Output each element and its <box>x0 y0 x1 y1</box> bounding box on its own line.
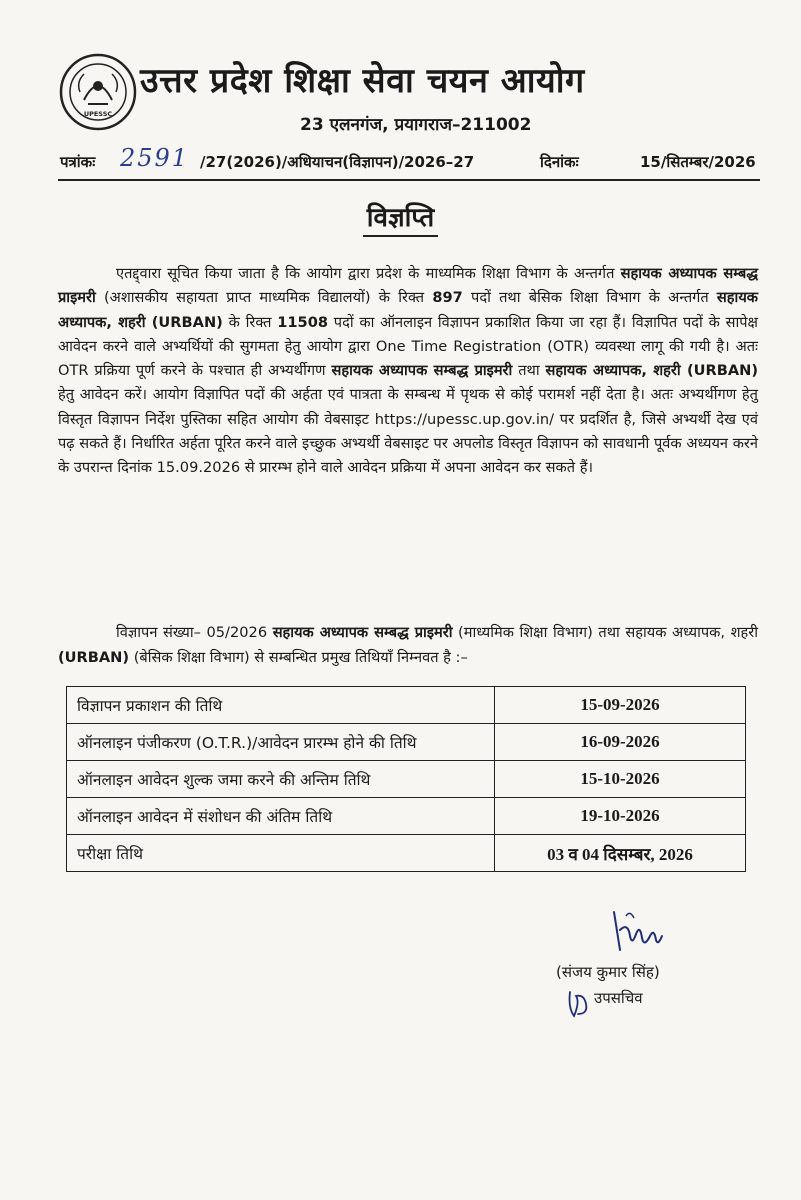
notice-paragraph-1: एतद्द्वारा सूचित किया जाता है कि आयोग द्वारा प्रदेश के माध्यमिक शिक्षा विभाग के अन्तर्गत सहायक अध्यापक सम्बद्ध प्राइमरी (अशासकीय सहायता प्राप्त माध्यमिक विद्यालयों) के रिक्त 897 पदों तथा बेसिक शिक्षा विभाग के अन्तर्गत सहायक अध्यापक, शहरी (URBAN) के रिक्त 11508 पदों का ऑनलाइन विज्ञापन प्रकाशित किया जा रहा हैं। विज्ञापित पदों के सापेक्ष आवेदन करने वाले अभ्यर्थियों की सुगमता हेतु आयोग द्वारा One Time Registration (OTR) व्यवस्था लागू की गयी है। अतः OTR प्रक्रिया पूर्ण करने के पश्चात ही अभ्यर्थीगण सहायक अध्यापक सम्बद्ध प्राइमरी तथा सहायक अध्यापक, शहरी (URBAN) हेतु आवेदन करें। आयोग विज्ञापित पदों की अर्हता एवं पात्रता के सम्बन्ध में पृथक से कोई परामर्श नहीं देता है। अतः अभ्यर्थीगण हेतु विस्तृत विज्ञापन निर्देश पुस्तिका सहित आयोग की वेबसाइट https://upessc.up.gov.in/ पर प्रदर्शित है, जिसे अभ्यर्थी देख एवं पढ़ सकते हैं। निर्धारित अर्हता पूरित करने वाले इच्छुक अभ्यर्थी वेबसाइट पर अपलोड विस्तृत विज्ञापन को सावधानी पूर्वक अध्ययन करने के उपरान्त दिनांक 15.09.2026 से प्रारम्भ होने वाले आवेदन प्रक्रिया में अपना आवेदन कर सकते हैं। <box>58 265 759 477</box>
table-row <box>67 798 746 835</box>
ref-number-handwritten: 2591 <box>120 144 190 172</box>
notice-heading-text: विज्ञप्ति <box>363 203 438 237</box>
handwritten-signature <box>606 906 666 960</box>
table-row <box>67 835 746 872</box>
important-dates-table <box>66 686 746 872</box>
initials-mark <box>564 988 592 1020</box>
signatory-designation: उपसचिव <box>594 989 643 1007</box>
table-cell-label: विज्ञापन प्रकाशन की तिथि <box>67 687 495 724</box>
ref-number-rest: /27(2026)/अधियाचन(विज्ञापन)/2026–27 <box>200 153 475 171</box>
table-cell-label: ऑनलाइन पंजीकरण (O.T.R.)/आवेदन प्रारम्भ होने की तिथि <box>67 724 495 761</box>
table-cell-date: 16-09-2026 <box>495 724 746 761</box>
notice-heading <box>0 198 801 234</box>
table-row <box>67 687 746 724</box>
upessc-logo <box>58 52 138 132</box>
table-cell-date: 15-09-2026 <box>495 687 746 724</box>
table-cell-date: 03 व 04 दिसम्बर, 2026 <box>495 835 746 872</box>
ref-date: 15/सितम्बर/2026 <box>640 153 756 171</box>
table-cell-label: परीक्षा तिथि <box>67 835 495 872</box>
table-cell-date: 19-10-2026 <box>495 798 746 835</box>
table-cell-date: 15-10-2026 <box>495 761 746 798</box>
logo-text: UPESSC <box>83 110 113 118</box>
notice-paragraph-2: विज्ञापन संख्या– 05/2026 सहायक अध्यापक सम्बद्ध प्राइमरी (माध्यमिक शिक्षा विभाग) तथा सहायक अध्यापक, शहरी (URBAN) (बेसिक शिक्षा विभाग) से सम्बन्धित प्रमुख तिथियाँ निम्नवत है :– <box>58 624 759 666</box>
table-cell-label: ऑनलाइन आवेदन में संशोधन की अंतिम तिथि <box>67 798 495 835</box>
table-row <box>67 724 746 761</box>
table-row <box>67 761 746 798</box>
signatory-name: (संजय कुमार सिंह) <box>556 963 660 981</box>
org-title: उत्तर प्रदेश शिक्षा सेवा चयन आयोग <box>140 61 585 101</box>
ref-date-label: दिनांकः <box>540 153 579 171</box>
ref-label: पत्रांकः <box>60 153 96 171</box>
table-cell-label: ऑनलाइन आवेदन शुल्क जमा करने की अन्तिम तिथि <box>67 761 495 798</box>
header-divider <box>58 179 760 181</box>
reference-line <box>60 144 760 176</box>
org-address: 23 एलनगंज, प्रयागराज–211002 <box>300 115 532 135</box>
